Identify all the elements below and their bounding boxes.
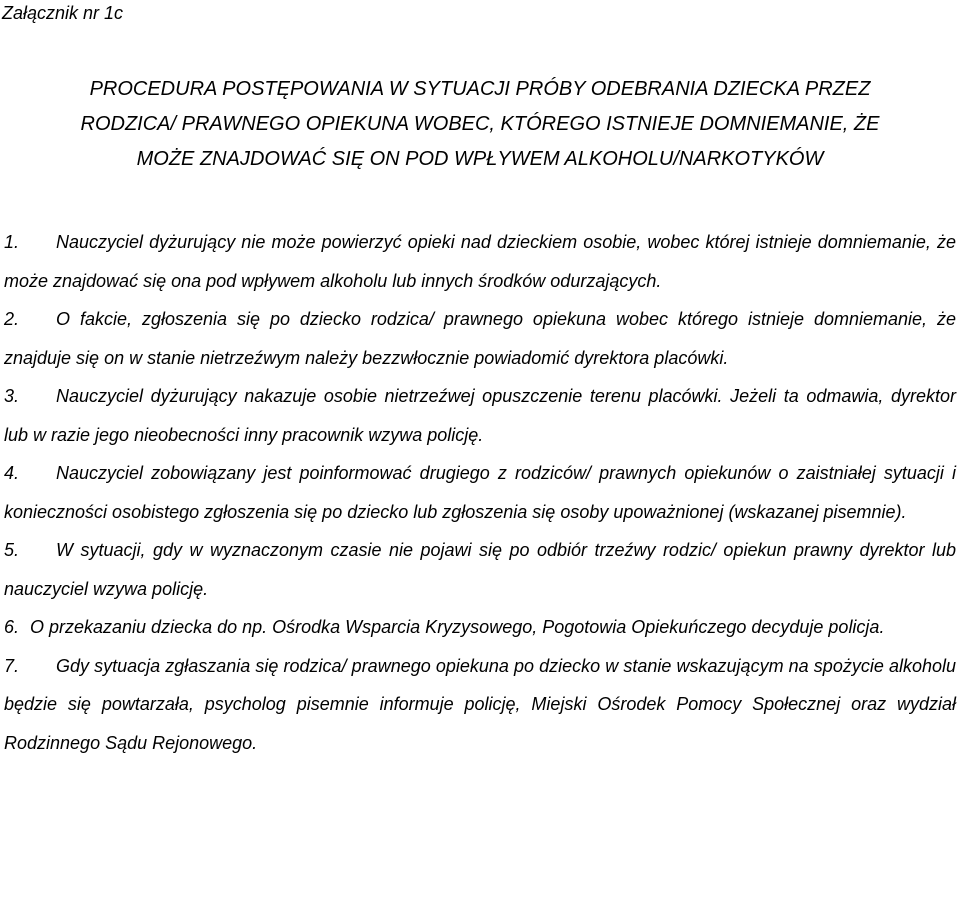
procedure-item-3	[4, 377, 956, 454]
procedure-item-4	[4, 454, 956, 531]
procedure-item-6	[4, 608, 956, 647]
item-text: O przekazaniu dziecka do np. Ośrodka Wsparcia Kryzysowego, Pogotowia Opiekuńczego decyduje policja.	[30, 617, 885, 637]
title-line: PROCEDURA POSTĘPOWANIA W SYTUACJI PRÓBY ODEBRANIA DZIECKA PRZEZ	[89, 78, 871, 100]
item-text: Nauczyciel dyżurujący nakazuje osobie nietrzeźwej opuszczenie terenu placówki. Jeżeli ta odmawia, dyrektor lub w razie jego nieobecności inny pracownik wzywa policję.	[4, 386, 956, 445]
item-number: 5.	[4, 540, 20, 560]
procedure-item-2	[4, 300, 956, 377]
item-text: Nauczyciel zobowiązany jest poinformować drugiego z rodziców/ prawnych opiekunów o zaistniałej sytuacji i konieczności osobistego zgłoszenia się po dziecko lub zgłoszenia się osoby upoważnionej (wskazanej pisemnie).	[4, 463, 956, 522]
item-number: 2.	[4, 309, 20, 329]
item-number: 4.	[4, 463, 20, 483]
item-number: 6.	[4, 617, 20, 637]
procedure-list	[4, 223, 956, 762]
item-number: 7.	[4, 655, 20, 676]
item-number: 1.	[4, 232, 20, 252]
title-line: MOŻE ZNAJDOWAĆ SIĘ ON POD WPŁYWEM ALKOHOLU/NARKOTYKÓW	[136, 148, 824, 170]
title-line: RODZICA/ PRAWNEGO OPIEKUNA WOBEC, KTÓREGO ISTNIEJE DOMNIEMANIE, ŻE	[80, 113, 880, 135]
item-number: 3.	[4, 386, 20, 406]
procedure-item-7	[4, 647, 956, 763]
document-title	[0, 72, 960, 177]
item-text: W sytuacji, gdy w wyznaczonym czasie nie pojawi się po odbiór trzeźwy rodzic/ opiekun prawny dyrektor lub nauczyciel wzywa policję.	[4, 540, 956, 599]
item-text: Nauczyciel dyżurujący nie może powierzyć opieki nad dzieckiem osobie, wobec której istnieje domniemanie, że może znajdować się ona pod wpływem alkoholu lub innych środków odurzających.	[4, 232, 956, 291]
procedure-item-5	[4, 531, 956, 608]
item-text: O fakcie, zgłoszenia się po dziecko rodzica/ prawnego opiekuna wobec którego istnieje domniemanie, że znajduje się on w stanie nietrzeźwym należy bezzwłocznie powiadomić dyrektora placówki.	[4, 309, 956, 368]
attachment-label: Załącznik nr 1c	[2, 3, 124, 23]
procedure-item-1	[4, 223, 956, 300]
item-text: Gdy sytuacja zgłaszania się rodzica/ prawnego opiekuna po dziecko w stanie wskazującym na spożycie alkoholu będzie się powtarzała, psycholog pisemnie informuje policję, Miejski Ośrodek Pomocy Społecznej oraz wydział Rodzinnego Sądu Rejonowego.	[4, 655, 956, 753]
